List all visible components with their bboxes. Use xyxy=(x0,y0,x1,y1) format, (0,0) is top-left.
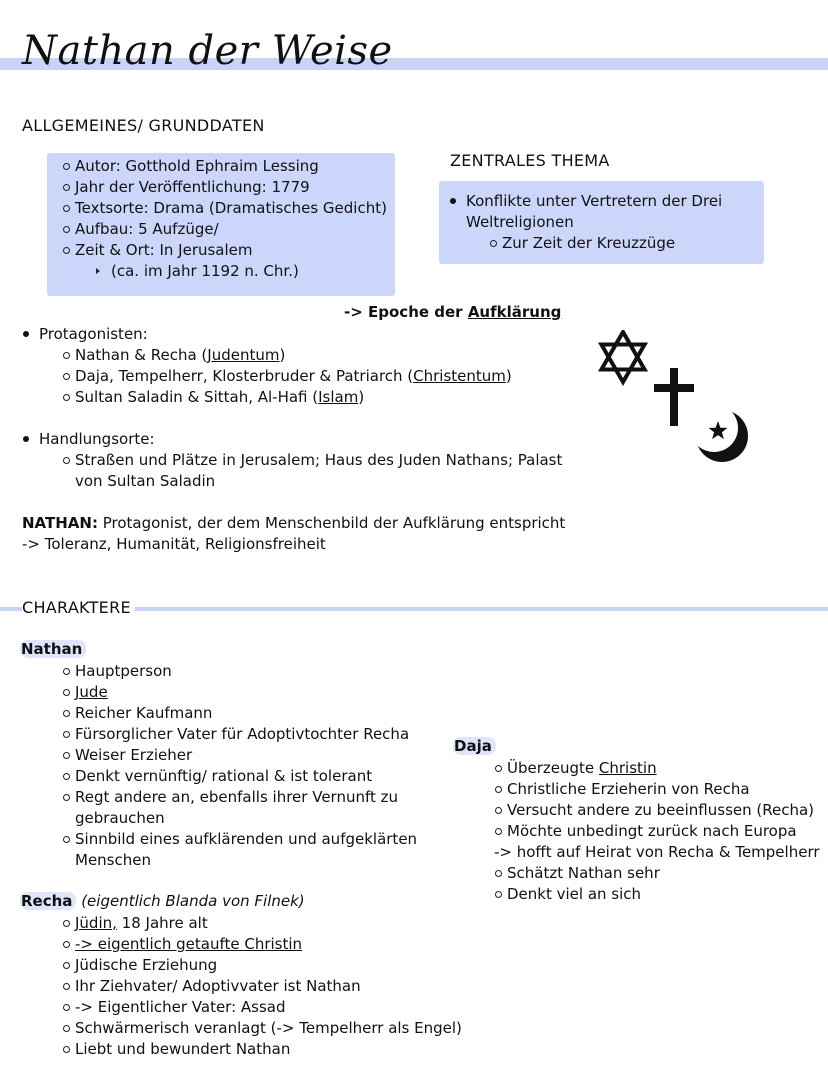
list-item: -> Eigentlicher Vater: Assad xyxy=(75,997,462,1018)
list-item: Jüdische Erziehung xyxy=(75,955,462,976)
list-item: Christliche Erzieherin von Recha xyxy=(507,779,820,800)
list-item: Weiser Erzieher xyxy=(75,745,417,766)
list-item: Textsorte: Drama (Dramatisches Gedicht) xyxy=(75,199,387,217)
protagonisten-label: Protagonisten: xyxy=(39,325,148,343)
thema-list xyxy=(466,191,722,254)
recha-name: Recha xyxy=(20,892,76,910)
list-item: Hauptperson xyxy=(75,661,417,682)
list-item: Sultan Saladin & Sittah, Al-Hafi (Islam) xyxy=(75,387,512,408)
list-item-continued: Menschen xyxy=(75,851,151,869)
list-item: -> eigentlich getaufte Christin xyxy=(75,934,462,955)
recha-aka: (eigentlich Blanda von Filnek) xyxy=(76,892,305,910)
list-item: Überzeugte Christin xyxy=(507,758,820,779)
cross-icon xyxy=(654,368,694,426)
list-item: Zeit & Ort: In Jerusalem xyxy=(75,240,387,261)
list-item-continued: von Sultan Saladin xyxy=(75,472,216,490)
list-subitem: Zur Zeit der Kreuzzüge xyxy=(502,233,722,254)
recha-heading xyxy=(20,892,305,910)
list-item: Aufbau: 5 Aufzüge/ xyxy=(75,219,387,240)
recha-list xyxy=(75,913,462,1060)
list-item-continued: Weltreligionen xyxy=(466,213,574,231)
list-item: Jüdin, 18 Jahre alt xyxy=(75,913,462,934)
protagonisten-items xyxy=(75,345,512,408)
summary-text: Protagonist, der dem Menschenbild der Aufklärung entspricht xyxy=(97,514,566,532)
list-item: Versucht andere zu beeinflussen (Recha) xyxy=(507,800,820,821)
epoche-prefix: -> Epoche der xyxy=(344,303,468,321)
page-title: Nathan der Weise xyxy=(22,28,393,74)
epoche-line xyxy=(344,303,561,321)
list-item: Ihr Ziehvater/ Adoptivvater ist Nathan xyxy=(75,976,462,997)
handlungsorte-items xyxy=(75,450,562,492)
list-item: Fürsorglicher Vater für Adoptivtochter Recha xyxy=(75,724,417,745)
epoche-link: Aufklärung xyxy=(467,303,562,321)
list-item: Regt andere an, ebenfalls ihrer Vernunft zu xyxy=(75,787,417,808)
list-item: Straßen und Plätze in Jerusalem; Haus des Juden Nathans; Palast xyxy=(75,451,563,469)
charaktere-heading: CHARAKTERE xyxy=(22,598,135,617)
list-item-continued: gebrauchen xyxy=(75,809,165,827)
list-item: Sinnbild eines aufklärenden und aufgeklärten xyxy=(75,830,418,848)
list-item: Liebt und bewundert Nathan xyxy=(75,1039,462,1060)
grunddaten-list xyxy=(75,156,387,282)
list-item: Denkt viel an sich xyxy=(507,884,820,905)
list-item: Schätzt Nathan sehr xyxy=(507,863,820,884)
grunddaten-heading: ALLGEMEINES/ GRUNDDATEN xyxy=(22,116,265,135)
handlungsorte-list xyxy=(39,429,155,450)
list-subitem: (ca. im Jahr 1192 n. Chr.) xyxy=(111,261,387,282)
list-item: Reicher Kaufmann xyxy=(75,703,417,724)
summary-bold: NATHAN: xyxy=(22,514,98,532)
crescent-star-icon xyxy=(690,404,748,462)
thema-heading: ZENTRALES THEMA xyxy=(450,151,610,170)
star-of-david-icon xyxy=(601,332,644,382)
handlungsorte-label: Handlungsorte: xyxy=(39,430,155,448)
list-item: Konflikte unter Vertretern der Drei xyxy=(466,192,723,210)
list-item: Nathan & Recha (Judentum) xyxy=(75,345,512,366)
list-item: Autor: Gotthold Ephraim Lessing xyxy=(75,156,387,177)
list-item: Denkt vernünftig/ rational & ist tolerant xyxy=(75,766,417,787)
daja-arrow-note: -> hofft auf Heirat von Recha & Tempelherr xyxy=(494,843,820,861)
daja-list xyxy=(494,758,820,905)
list-item: Jude xyxy=(75,682,417,703)
list-item: Möchte unbedingt zurück nach Europa xyxy=(507,821,820,842)
protagonisten-list xyxy=(39,324,148,345)
daja-name: Daja xyxy=(453,737,496,755)
list-item: Daja, Tempelherr, Klosterbruder & Patriarch (Christentum) xyxy=(75,367,512,385)
list-item: Jahr der Veröffentlichung: 1779 xyxy=(75,177,387,198)
nathan-name: Nathan xyxy=(20,640,86,658)
summary-line2: -> Toleranz, Humanität, Religionsfreiheit xyxy=(22,535,326,553)
list-item: Schwärmerisch veranlagt (-> Tempelherr als Engel) xyxy=(75,1019,462,1037)
religion-symbols xyxy=(596,330,756,470)
nathan-summary xyxy=(22,513,565,555)
nathan-list xyxy=(75,661,417,871)
